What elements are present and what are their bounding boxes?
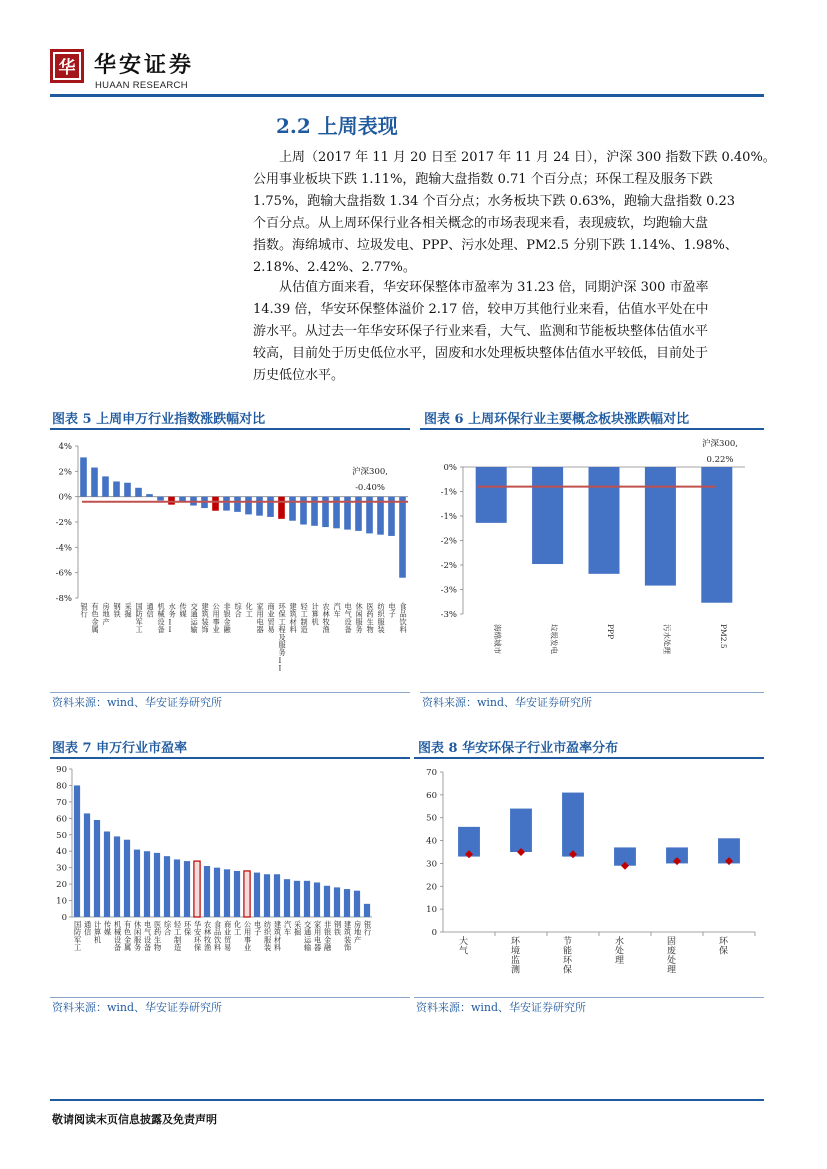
x-tick-label: 传媒 (179, 602, 187, 619)
bar-传媒 (104, 831, 110, 917)
x-tick-label: PPP (606, 624, 615, 640)
figure-6-source: 资料来源：wind、华安证券研究所 (422, 696, 593, 709)
x-tick-label: 国防军工 (74, 920, 82, 953)
figure-8-chart (415, 760, 765, 992)
y-tick-label: -2% (440, 561, 457, 571)
bar-垃圾发电 (532, 467, 563, 564)
bar-家用电器 (314, 882, 320, 917)
x-tick-label: 非银金融 (324, 920, 332, 953)
bar-休闲服务 (134, 850, 140, 917)
y-tick-label: -1% (440, 512, 457, 522)
bar-综合 (234, 497, 241, 512)
bar-汽车 (284, 879, 290, 917)
bar-机械设备 (157, 497, 164, 501)
y-tick-label: 10 (426, 905, 437, 916)
y-tick-label: 30 (426, 859, 437, 870)
figure-8-source: 资料来源：wind、华安证券研究所 (416, 1001, 587, 1014)
y-tick-label: 0% (443, 463, 457, 473)
x-tick-label: 综合 (164, 920, 172, 937)
bar-公用事业 (212, 497, 219, 511)
bar-通信 (146, 494, 153, 497)
bar-非银金融 (223, 497, 230, 511)
y-tick-label: 40 (426, 836, 437, 847)
figure-6-title: 图表 6 上周环保行业主要概念板块涨跌幅对比 (424, 412, 690, 427)
reference-annotation-value: -0.40% (355, 483, 385, 493)
bar-采掘 (294, 881, 300, 917)
x-tick-label: 国防军工 (135, 602, 143, 635)
x-tick-label: 建筑装饰 (201, 602, 209, 635)
x-tick-label: 食品饮料 (399, 602, 407, 635)
bar-PPP (588, 467, 619, 574)
y-tick-label: 50 (56, 830, 67, 841)
y-tick-label: 40 (56, 847, 67, 858)
x-tick-label: 综合 (234, 602, 242, 619)
x-tick-label: 交通运输 (304, 920, 312, 953)
x-tick-label: 固废处理 (667, 937, 677, 976)
bar-采掘 (124, 483, 131, 497)
footer-rule (50, 1099, 764, 1101)
x-tick-label: 采掘 (124, 602, 132, 619)
paragraph-line: 历史低位水平。 (253, 368, 345, 383)
bar-食品饮料 (214, 868, 220, 917)
bar-环保工程及服务II (278, 497, 285, 519)
paragraph-line: 公用事业板块下跌 1.11%，跑输大盘指数 0.71 个百分点；环保工程及服务下跌 (253, 172, 713, 187)
paragraph-line: 个百分点。从上周环保行业各相关概念的市场表现来看，表现疲软，均跑输大盘 (253, 216, 709, 231)
paragraph-line: 较高，目前处于历史低位水平，固废和水处理板块整体估值水平较低，目前处于 (253, 346, 709, 361)
x-tick-label: 建筑装饰 (344, 920, 352, 953)
x-tick-label: 商业贸易 (224, 920, 232, 953)
x-tick-label: 大气 (459, 937, 469, 957)
x-tick-label: 农林牧渔 (204, 920, 212, 953)
y-tick-label: 50 (426, 813, 437, 824)
paragraph-line: 上周（2017 年 11 月 20 日至 2017 年 11 月 24 日），沪深 300 指数下跌 0.40%。 (279, 150, 776, 165)
reference-annotation-name: 沪深300, (702, 439, 738, 449)
bar-轻工制造 (174, 859, 180, 917)
y-tick-label: 20 (56, 880, 67, 891)
x-tick-label: 垃圾发电 (549, 624, 559, 654)
y-tick-label: -3% (440, 585, 457, 596)
header-rule (50, 94, 764, 97)
bar-房地产 (354, 891, 360, 917)
bar-有色金属 (91, 468, 98, 497)
y-tick-label: -2% (440, 536, 457, 547)
bar-钢铁 (113, 481, 120, 496)
bar-计算机 (94, 820, 100, 917)
reference-annotation-name: 沪深300, (352, 467, 388, 477)
x-tick-label: 计算机 (94, 920, 102, 945)
bar-房地产 (102, 476, 109, 496)
x-tick-label: 休闲服务 (355, 602, 363, 635)
y-tick-label: 60 (426, 790, 437, 801)
x-tick-label: 钢铁 (113, 602, 121, 619)
x-tick-label: 环保工程及服务 I I (278, 602, 286, 673)
brand-name-cn: 华安证券 (94, 52, 195, 78)
bar-污水处理 (645, 467, 676, 586)
bar-钢铁 (334, 887, 340, 917)
footer-disclaimer: 敬请阅读末页信息披露及免责声明 (52, 1113, 217, 1126)
x-tick-label: 商业贸易 (267, 602, 275, 635)
y-tick-label: -8% (55, 594, 72, 604)
paragraph-line: 指数。海绵城市、垃圾发电、PPP、污水处理、PM2.5 分别下跌 1.14%、1.98%、 (253, 238, 738, 253)
bar-银行 (364, 904, 370, 917)
x-tick-label: 化工 (234, 920, 242, 937)
x-tick-label: 医药生物 (366, 602, 374, 635)
y-tick-label: 10 (56, 896, 67, 907)
figure-5-source-rule (50, 692, 410, 693)
y-tick-label: 70 (56, 797, 67, 808)
y-tick-label: -4% (55, 543, 72, 554)
paragraph-line: 14.39 倍，华安环保整体溢价 2.17 倍，较申万其他行业来看，估值水平处在中 (253, 302, 709, 317)
x-tick-label: 汽车 (284, 920, 292, 937)
x-tick-label: 房地产 (102, 602, 110, 627)
bar-海绵城市 (476, 467, 507, 523)
x-tick-label: 食品饮料 (214, 920, 222, 953)
bar-国防军工 (74, 785, 80, 917)
paragraph-line: 1.75%，跑输大盘指数 1.34 个百分点；水务板块下跌 0.63%，跑输大盘指数 0.23 (253, 194, 736, 209)
y-tick-label: 90 (56, 765, 67, 775)
x-tick-label: 通信 (146, 602, 154, 619)
x-tick-label: 传媒 (104, 920, 112, 937)
figure-8-title: 图表 8 华安环保子行业市盈率分布 (418, 741, 619, 756)
x-tick-label: 通信 (84, 920, 92, 937)
x-tick-label: 有色金属 (91, 602, 99, 635)
x-tick-label: 轻工制造 (300, 602, 308, 635)
y-tick-label: 20 (426, 882, 437, 893)
x-tick-label: 计算机 (311, 602, 319, 627)
bar-医药生物 (154, 853, 160, 917)
paragraph-line: 2.18%、2.42%、2.77%。 (253, 260, 416, 275)
x-tick-label: 纺织服装 (264, 920, 272, 953)
x-tick-label: PM2.5 (718, 624, 728, 649)
bar-非银金融 (324, 886, 330, 917)
bar-水务II (168, 497, 175, 505)
x-tick-label: 有色金属 (124, 920, 132, 953)
y-tick-label: 70 (426, 768, 437, 778)
bar-交通运输 (304, 881, 310, 917)
range-bar-节能环保 (562, 793, 584, 857)
x-tick-label: 银行 (364, 920, 372, 937)
bar-建筑装饰 (344, 889, 350, 917)
paragraph-valuation (253, 277, 764, 387)
bar-环保 (184, 861, 190, 917)
x-tick-label: 华安环保 (194, 920, 202, 953)
x-tick-label: 电气设备 (144, 920, 152, 953)
x-tick-label: 水务 I I (168, 602, 176, 635)
paragraph-line: 从估值方面来看，华安环保整体市盈率为 31.23 倍，同期沪深 300 市盈率 (279, 280, 709, 295)
bar-国防军工 (135, 488, 142, 497)
figure-6-source-rule (420, 692, 764, 693)
x-tick-label: 化工 (245, 602, 253, 619)
bar-华安环保 (194, 861, 200, 917)
bar-银行 (80, 457, 87, 496)
bar-商业贸易 (267, 497, 274, 517)
x-tick-label: 钢铁 (334, 920, 342, 937)
bar-电子 (254, 873, 260, 917)
bar-农林牧渔 (204, 866, 210, 917)
x-tick-label: 采掘 (294, 920, 302, 937)
x-tick-label: 环保 (719, 937, 729, 957)
brand-name-en: HUAAN RESEARCH (95, 80, 188, 91)
x-tick-label: 休闲服务 (134, 920, 142, 953)
bar-化工 (234, 871, 240, 917)
x-tick-label: 公用事业 (212, 602, 220, 635)
figure-7-source: 资料来源：wind、华安证券研究所 (52, 1001, 223, 1014)
y-tick-label: 2% (58, 467, 72, 478)
figure-6-rule (420, 428, 764, 430)
x-tick-label: 电气设备 (344, 602, 352, 635)
x-tick-label: 建筑材料 (274, 920, 282, 953)
bar-公用事业 (244, 871, 250, 917)
x-tick-label: 房地产 (354, 920, 362, 945)
x-tick-label: 机械设备 (157, 602, 165, 635)
x-tick-label: 农林牧渔 (322, 602, 330, 635)
x-tick-label: 机械设备 (114, 920, 122, 953)
bar-机械设备 (114, 836, 120, 917)
bar-通信 (84, 813, 90, 917)
x-tick-label: 环境监测 (511, 937, 521, 976)
y-tick-label: 0 (61, 913, 67, 923)
brand-logo (50, 49, 84, 83)
x-tick-label: 家用电器 (314, 920, 322, 953)
x-tick-label: 海绵城市 (493, 624, 503, 654)
figure-5-source: 资料来源：wind、华安证券研究所 (52, 696, 223, 709)
section-heading: 2.2 上周表现 (276, 114, 398, 138)
y-tick-label: -1% (440, 487, 457, 498)
bar-建筑材料 (289, 497, 296, 521)
figure-5-rule (50, 428, 410, 430)
x-tick-label: 污水处理 (662, 624, 672, 654)
figure-7-source-rule (50, 997, 410, 998)
x-tick-label: 纺织服装 (377, 602, 385, 635)
y-tick-label: -2% (55, 518, 72, 528)
logo-glyph: 华 (58, 58, 76, 78)
x-tick-label: 银行 (80, 602, 88, 619)
x-tick-label: 汽车 (333, 602, 341, 619)
y-tick-label: 4% (58, 442, 72, 452)
bar-商业贸易 (224, 869, 230, 917)
figure-7-rule (50, 757, 410, 759)
figure-8-source-rule (414, 997, 764, 998)
x-tick-label: 医药生物 (154, 920, 162, 953)
figure-7-title: 图表 7 申万行业市盈率 (52, 741, 188, 756)
figure-5-title: 图表 5 上周申万行业指数涨跌幅对比 (52, 412, 266, 427)
bar-化工 (245, 497, 252, 515)
x-tick-label: 非银金融 (223, 602, 231, 635)
x-tick-label: 环保 (184, 920, 192, 937)
figure-5-chart (40, 432, 415, 682)
x-tick-label: 公用事业 (244, 920, 252, 953)
y-tick-label: -3% (440, 610, 457, 620)
figure-8-rule (414, 757, 764, 759)
bar-纺织服装 (264, 874, 270, 917)
x-tick-label: 交通运输 (190, 602, 198, 635)
figure-6-chart (415, 432, 765, 682)
paragraph-weekly-performance (253, 147, 776, 279)
y-tick-label: 30 (56, 863, 67, 874)
y-tick-label: 80 (56, 781, 67, 792)
range-bar-环境监测 (510, 809, 532, 852)
y-tick-label: -6% (55, 568, 72, 579)
x-tick-label: 水处理 (615, 937, 625, 966)
paragraph-line: 游水平。从过去一年华安环保子行业来看，大气、监测和节能板块整体估值水平 (253, 324, 709, 339)
x-tick-label: 家用电器 (256, 602, 264, 635)
y-tick-label: 60 (56, 814, 67, 825)
x-tick-label: 节能环保 (563, 937, 573, 976)
reference-annotation-value: 0.22% (706, 455, 734, 465)
bar-食品饮料 (399, 497, 406, 578)
bar-有色金属 (124, 840, 130, 917)
x-tick-label: 轻工制造 (174, 920, 182, 953)
x-tick-label: 电子 (388, 602, 396, 619)
bar-综合 (164, 856, 170, 917)
x-tick-label: 电子 (254, 920, 262, 937)
bar-电气设备 (144, 851, 150, 917)
bar-建筑材料 (274, 874, 280, 917)
y-tick-label: 0 (431, 928, 437, 938)
figure-7-chart (40, 760, 415, 992)
bar-家用电器 (256, 497, 263, 516)
x-tick-label: 建筑材料 (289, 602, 297, 635)
y-tick-label: 0% (58, 492, 72, 503)
